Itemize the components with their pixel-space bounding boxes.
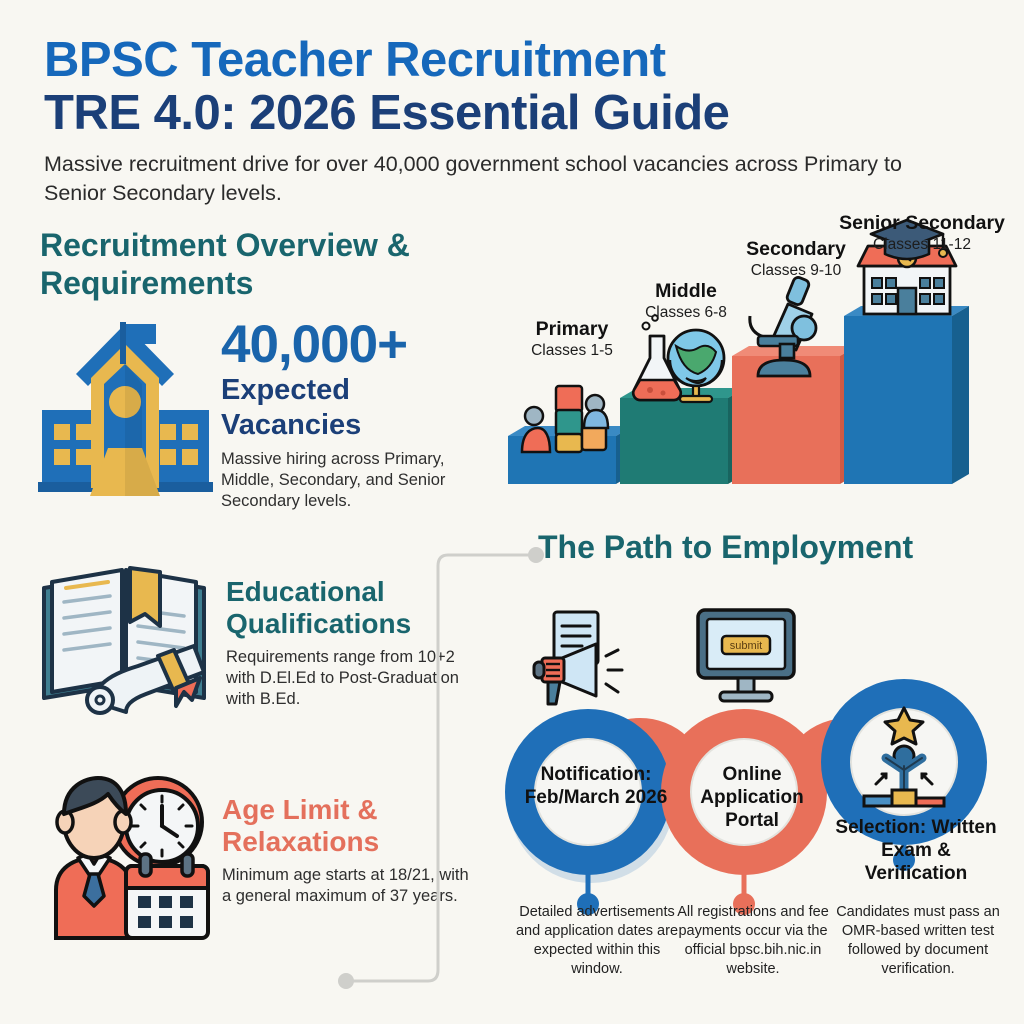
vacancy-number: 40,000+ [221,315,408,374]
bar-label-senior-secondary [824,212,1020,254]
submit-button-label: submit [729,640,763,652]
bar-senior-secondary [844,306,969,484]
school-levels-bar-chart [500,212,1024,518]
vacancy-text [221,315,478,512]
age-title-line-1: Age Limit & [222,794,378,825]
person-clock-calendar-icon [28,770,214,942]
bar-label-middle-sub: Classes 6-8 [645,304,727,321]
monitor-submit-icon [698,610,794,701]
vacancy-label-line-2: Vacancies [221,409,362,441]
step-1-description: Detailed advertisements and application dates are expected within this window. [515,904,679,977]
path-to-employment-heading: The Path to Employment [538,529,914,565]
step-1-inner-label [520,763,672,809]
page-title [44,34,984,208]
subtitle: Massive recruitment drive for over 40,000 government school vacancies across Primary to Senior Secondary levels. [44,152,902,205]
children-blocks-icon [522,386,608,452]
title-line-2: TRE 4.0: 2026 Essential Guide [44,86,730,140]
vacancy-card [38,315,478,512]
bar-label-primary-sub: Classes 1-5 [531,342,613,359]
qualifications-title-line-2: Qualifications [226,608,412,639]
bar-label-senior-sub: Classes 11-12 [873,236,971,253]
qualifications-title-line-1: Educational [226,576,385,607]
bar-label-primary-title: Primary [535,318,609,340]
step-2-inner-label-text: Online Application Portal [700,764,804,831]
vacancy-label-line-1: Expected [221,374,350,406]
step-2-inner-label [676,763,828,832]
bar-label-senior-title: Senior Secondary [839,212,1005,234]
step-3-outer-label [828,816,1004,885]
bar-label-primary [512,318,632,360]
step-2-description: All registrations and fee payments occur via the official bpsc.bih.nic.in website. [677,904,829,977]
title-line-1: BPSC Teacher Recruitment [44,33,666,87]
step-1-inner-label-text: Notification: Feb/March 2026 [524,764,668,808]
step-3-description: Candidates must pass an OMR-based written test followed by document verification. [836,904,1000,977]
school-building-icon [38,318,213,508]
bar-label-middle-title: Middle [655,280,717,302]
bar-label-middle [626,280,746,322]
qualifications-description: Requirements range from 10+2 with D.El.Ed to Post-Graduation with B.Ed. [226,648,459,708]
megaphone-announcement-icon [534,612,622,704]
age-title-line-2: Relaxations [222,826,380,857]
step-3-outer-label-text: Selection: Written Exam & Verification [835,817,997,884]
recruitment-overview-heading: Recruitment Overview & Requirements [40,227,410,301]
bar-label-secondary-sub: Classes 9-10 [750,262,842,279]
bar-label-secondary-title: Secondary [746,238,846,260]
age-description: Minimum age starts at 18/21, with a general maximum of 37 years. [222,866,469,905]
vacancy-description: Massive hiring across Primary, Middle, Secondary, and Senior Secondary levels. [221,450,446,510]
open-book-diploma-icon [34,560,214,720]
